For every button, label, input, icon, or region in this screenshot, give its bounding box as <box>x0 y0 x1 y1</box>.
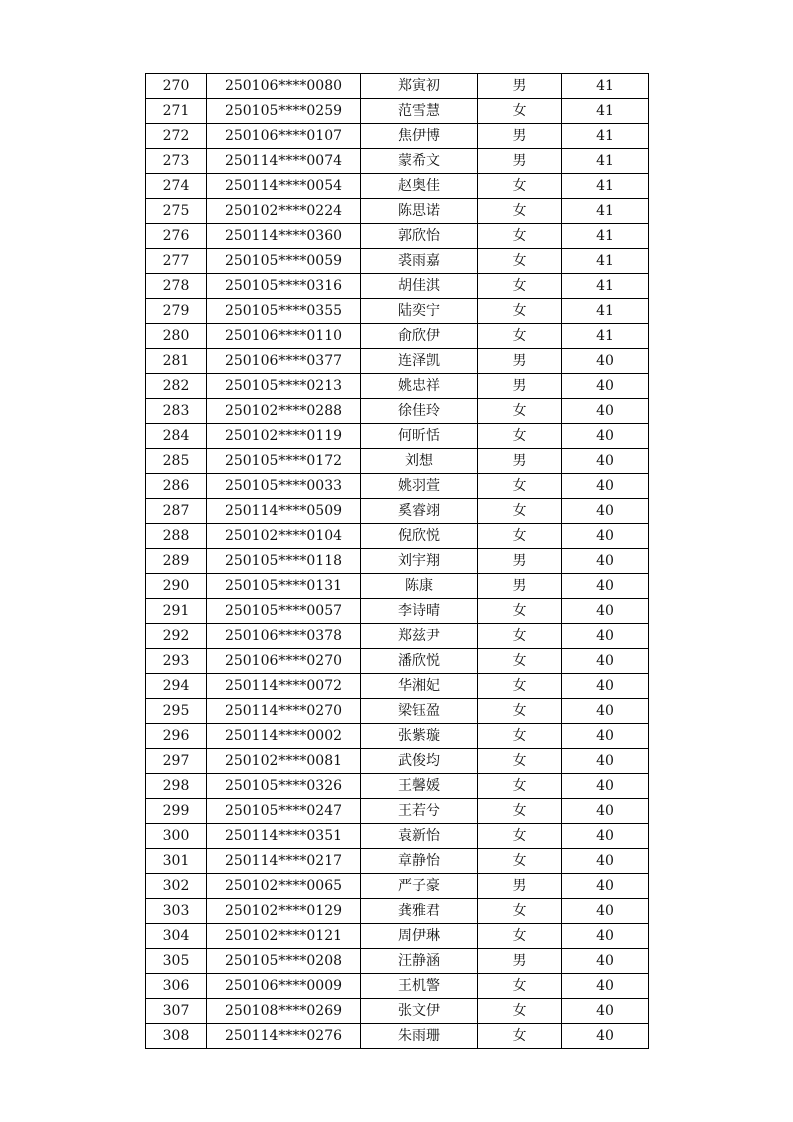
gender-cell: 男 <box>478 574 562 599</box>
score-cell: 40 <box>562 499 649 524</box>
score-cell: 40 <box>562 1024 649 1049</box>
table-row <box>146 149 649 174</box>
id-number-cell: 250106****0378 <box>207 624 361 649</box>
id-number-cell: 250114****0072 <box>207 674 361 699</box>
score-cell: 40 <box>562 349 649 374</box>
row-number-cell: 308 <box>146 1024 207 1049</box>
row-number-cell: 274 <box>146 174 207 199</box>
table-row <box>146 99 649 124</box>
name-cell: 姚忠祥 <box>361 374 478 399</box>
score-cell: 41 <box>562 224 649 249</box>
gender-cell: 女 <box>478 174 562 199</box>
gender-cell: 女 <box>478 1024 562 1049</box>
row-number-cell: 294 <box>146 674 207 699</box>
id-number-cell: 250114****0276 <box>207 1024 361 1049</box>
id-number-cell: 250105****0057 <box>207 599 361 624</box>
name-cell: 蒙希文 <box>361 149 478 174</box>
score-cell: 40 <box>562 949 649 974</box>
name-cell: 姚羽萱 <box>361 474 478 499</box>
name-cell: 张紫璇 <box>361 724 478 749</box>
score-cell: 40 <box>562 824 649 849</box>
id-number-cell: 250106****0377 <box>207 349 361 374</box>
gender-cell: 女 <box>478 524 562 549</box>
row-number-cell: 273 <box>146 149 207 174</box>
gender-cell: 男 <box>478 149 562 174</box>
table-row <box>146 449 649 474</box>
id-number-cell: 250106****0270 <box>207 649 361 674</box>
score-cell: 40 <box>562 574 649 599</box>
id-number-cell: 250105****0172 <box>207 449 361 474</box>
score-cell: 40 <box>562 924 649 949</box>
table-row <box>146 1024 649 1049</box>
name-cell: 王馨媛 <box>361 774 478 799</box>
table-row <box>146 699 649 724</box>
row-number-cell: 295 <box>146 699 207 724</box>
row-number-cell: 306 <box>146 974 207 999</box>
name-cell: 奚睿翊 <box>361 499 478 524</box>
score-cell: 40 <box>562 549 649 574</box>
id-number-cell: 250105****0131 <box>207 574 361 599</box>
id-number-cell: 250102****0224 <box>207 199 361 224</box>
id-number-cell: 250114****0360 <box>207 224 361 249</box>
score-cell: 40 <box>562 849 649 874</box>
table-row <box>146 374 649 399</box>
id-number-cell: 250102****0119 <box>207 424 361 449</box>
name-cell: 朱雨珊 <box>361 1024 478 1049</box>
table-row <box>146 749 649 774</box>
row-number-cell: 275 <box>146 199 207 224</box>
gender-cell: 女 <box>478 799 562 824</box>
gender-cell: 男 <box>478 949 562 974</box>
name-cell: 刘想 <box>361 449 478 474</box>
id-number-cell: 250114****0217 <box>207 849 361 874</box>
gender-cell: 女 <box>478 474 562 499</box>
id-number-cell: 250106****0110 <box>207 324 361 349</box>
id-number-cell: 250105****0316 <box>207 274 361 299</box>
name-cell: 武俊均 <box>361 749 478 774</box>
row-number-cell: 276 <box>146 224 207 249</box>
table-row <box>146 799 649 824</box>
table-row <box>146 399 649 424</box>
table-row <box>146 549 649 574</box>
score-cell: 41 <box>562 149 649 174</box>
row-number-cell: 305 <box>146 949 207 974</box>
score-cell: 41 <box>562 99 649 124</box>
id-number-cell: 250102****0104 <box>207 524 361 549</box>
table-row <box>146 474 649 499</box>
table-row <box>146 224 649 249</box>
row-number-cell: 303 <box>146 899 207 924</box>
gender-cell: 女 <box>478 674 562 699</box>
row-number-cell: 280 <box>146 324 207 349</box>
row-number-cell: 289 <box>146 549 207 574</box>
gender-cell: 女 <box>478 699 562 724</box>
score-cell: 40 <box>562 699 649 724</box>
gender-cell: 男 <box>478 124 562 149</box>
gender-cell: 男 <box>478 74 562 99</box>
row-number-cell: 281 <box>146 349 207 374</box>
name-cell: 汪静涵 <box>361 949 478 974</box>
score-cell: 40 <box>562 374 649 399</box>
score-cell: 40 <box>562 424 649 449</box>
score-cell: 41 <box>562 174 649 199</box>
table-row <box>146 974 649 999</box>
id-number-cell: 250102****0129 <box>207 899 361 924</box>
gender-cell: 女 <box>478 924 562 949</box>
row-number-cell: 302 <box>146 874 207 899</box>
score-cell: 41 <box>562 274 649 299</box>
name-cell: 范雪慧 <box>361 99 478 124</box>
table-row <box>146 924 649 949</box>
row-number-cell: 278 <box>146 274 207 299</box>
id-number-cell: 250114****0270 <box>207 699 361 724</box>
row-number-cell: 279 <box>146 299 207 324</box>
name-cell: 连泽凯 <box>361 349 478 374</box>
roster-table <box>145 73 649 1049</box>
gender-cell: 女 <box>478 724 562 749</box>
gender-cell: 女 <box>478 499 562 524</box>
table-row <box>146 724 649 749</box>
gender-cell: 女 <box>478 749 562 774</box>
id-number-cell: 250105****0326 <box>207 774 361 799</box>
row-number-cell: 272 <box>146 124 207 149</box>
id-number-cell: 250102****0065 <box>207 874 361 899</box>
gender-cell: 女 <box>478 324 562 349</box>
table-row <box>146 824 649 849</box>
row-number-cell: 307 <box>146 999 207 1024</box>
table-row <box>146 999 649 1024</box>
row-number-cell: 277 <box>146 249 207 274</box>
name-cell: 潘欣悦 <box>361 649 478 674</box>
score-cell: 40 <box>562 599 649 624</box>
name-cell: 张文伊 <box>361 999 478 1024</box>
row-number-cell: 304 <box>146 924 207 949</box>
id-number-cell: 250114****0351 <box>207 824 361 849</box>
name-cell: 陈康 <box>361 574 478 599</box>
name-cell: 徐佳玲 <box>361 399 478 424</box>
id-number-cell: 250105****0355 <box>207 299 361 324</box>
name-cell: 郑寅初 <box>361 74 478 99</box>
gender-cell: 男 <box>478 549 562 574</box>
table-row <box>146 174 649 199</box>
gender-cell: 男 <box>478 349 562 374</box>
name-cell: 华湘妃 <box>361 674 478 699</box>
id-number-cell: 250114****0054 <box>207 174 361 199</box>
name-cell: 焦伊博 <box>361 124 478 149</box>
id-number-cell: 250102****0288 <box>207 399 361 424</box>
score-cell: 40 <box>562 749 649 774</box>
score-cell: 41 <box>562 74 649 99</box>
gender-cell: 女 <box>478 974 562 999</box>
roster-table-body <box>146 74 649 1049</box>
id-number-cell: 250106****0080 <box>207 74 361 99</box>
table-row <box>146 874 649 899</box>
table-row <box>146 649 649 674</box>
gender-cell: 男 <box>478 374 562 399</box>
table-row <box>146 624 649 649</box>
row-number-cell: 270 <box>146 74 207 99</box>
name-cell: 倪欣悦 <box>361 524 478 549</box>
score-cell: 40 <box>562 999 649 1024</box>
table-row <box>146 774 649 799</box>
id-number-cell: 250105****0259 <box>207 99 361 124</box>
gender-cell: 女 <box>478 849 562 874</box>
id-number-cell: 250114****0074 <box>207 149 361 174</box>
gender-cell: 女 <box>478 424 562 449</box>
gender-cell: 女 <box>478 774 562 799</box>
row-number-cell: 291 <box>146 599 207 624</box>
id-number-cell: 250105****0059 <box>207 249 361 274</box>
row-number-cell: 299 <box>146 799 207 824</box>
name-cell: 王若兮 <box>361 799 478 824</box>
name-cell: 龚雅君 <box>361 899 478 924</box>
table-row <box>146 574 649 599</box>
name-cell: 裘雨嘉 <box>361 249 478 274</box>
table-row <box>146 199 649 224</box>
score-cell: 40 <box>562 674 649 699</box>
id-number-cell: 250106****0107 <box>207 124 361 149</box>
gender-cell: 女 <box>478 599 562 624</box>
id-number-cell: 250114****0509 <box>207 499 361 524</box>
name-cell: 何昕恬 <box>361 424 478 449</box>
name-cell: 梁钰盈 <box>361 699 478 724</box>
id-number-cell: 250102****0121 <box>207 924 361 949</box>
name-cell: 赵奥佳 <box>361 174 478 199</box>
gender-cell: 女 <box>478 299 562 324</box>
table-row <box>146 949 649 974</box>
score-cell: 40 <box>562 624 649 649</box>
row-number-cell: 301 <box>146 849 207 874</box>
score-cell: 40 <box>562 874 649 899</box>
row-number-cell: 271 <box>146 99 207 124</box>
name-cell: 胡佳淇 <box>361 274 478 299</box>
name-cell: 俞欣伊 <box>361 324 478 349</box>
row-number-cell: 290 <box>146 574 207 599</box>
row-number-cell: 298 <box>146 774 207 799</box>
score-cell: 41 <box>562 299 649 324</box>
gender-cell: 女 <box>478 199 562 224</box>
name-cell: 章静怡 <box>361 849 478 874</box>
table-row <box>146 324 649 349</box>
id-number-cell: 250102****0081 <box>207 749 361 774</box>
id-number-cell: 250105****0208 <box>207 949 361 974</box>
name-cell: 陈思诺 <box>361 199 478 224</box>
row-number-cell: 283 <box>146 399 207 424</box>
name-cell: 王机警 <box>361 974 478 999</box>
name-cell: 严子豪 <box>361 874 478 899</box>
row-number-cell: 300 <box>146 824 207 849</box>
row-number-cell: 293 <box>146 649 207 674</box>
name-cell: 袁新怡 <box>361 824 478 849</box>
name-cell: 李诗晴 <box>361 599 478 624</box>
table-row <box>146 849 649 874</box>
score-cell: 41 <box>562 124 649 149</box>
table-row <box>146 124 649 149</box>
score-cell: 41 <box>562 249 649 274</box>
gender-cell: 女 <box>478 99 562 124</box>
id-number-cell: 250105****0118 <box>207 549 361 574</box>
row-number-cell: 292 <box>146 624 207 649</box>
table-row <box>146 599 649 624</box>
table-row <box>146 499 649 524</box>
id-number-cell: 250108****0269 <box>207 999 361 1024</box>
score-cell: 40 <box>562 974 649 999</box>
table-row <box>146 424 649 449</box>
table-row <box>146 674 649 699</box>
table-row <box>146 249 649 274</box>
name-cell: 郭欣怡 <box>361 224 478 249</box>
table-row <box>146 274 649 299</box>
row-number-cell: 296 <box>146 724 207 749</box>
table-row <box>146 74 649 99</box>
id-number-cell: 250114****0002 <box>207 724 361 749</box>
score-cell: 40 <box>562 399 649 424</box>
gender-cell: 女 <box>478 999 562 1024</box>
table-row <box>146 524 649 549</box>
table-row <box>146 899 649 924</box>
score-cell: 40 <box>562 524 649 549</box>
table-row <box>146 299 649 324</box>
score-cell: 41 <box>562 324 649 349</box>
id-number-cell: 250105****0247 <box>207 799 361 824</box>
gender-cell: 男 <box>478 874 562 899</box>
gender-cell: 女 <box>478 899 562 924</box>
gender-cell: 女 <box>478 274 562 299</box>
name-cell: 陆奕宁 <box>361 299 478 324</box>
score-cell: 40 <box>562 649 649 674</box>
row-number-cell: 287 <box>146 499 207 524</box>
gender-cell: 女 <box>478 649 562 674</box>
row-number-cell: 285 <box>146 449 207 474</box>
score-cell: 40 <box>562 799 649 824</box>
gender-cell: 女 <box>478 249 562 274</box>
gender-cell: 女 <box>478 399 562 424</box>
score-cell: 40 <box>562 774 649 799</box>
id-number-cell: 250105****0033 <box>207 474 361 499</box>
row-number-cell: 282 <box>146 374 207 399</box>
id-number-cell: 250105****0213 <box>207 374 361 399</box>
name-cell: 郑兹尹 <box>361 624 478 649</box>
score-cell: 41 <box>562 199 649 224</box>
score-cell: 40 <box>562 724 649 749</box>
row-number-cell: 286 <box>146 474 207 499</box>
name-cell: 刘宇翔 <box>361 549 478 574</box>
table-row <box>146 349 649 374</box>
row-number-cell: 297 <box>146 749 207 774</box>
gender-cell: 女 <box>478 824 562 849</box>
gender-cell: 女 <box>478 224 562 249</box>
id-number-cell: 250106****0009 <box>207 974 361 999</box>
score-cell: 40 <box>562 449 649 474</box>
row-number-cell: 288 <box>146 524 207 549</box>
name-cell: 周伊琳 <box>361 924 478 949</box>
row-number-cell: 284 <box>146 424 207 449</box>
score-cell: 40 <box>562 474 649 499</box>
score-cell: 40 <box>562 899 649 924</box>
gender-cell: 女 <box>478 624 562 649</box>
gender-cell: 男 <box>478 449 562 474</box>
